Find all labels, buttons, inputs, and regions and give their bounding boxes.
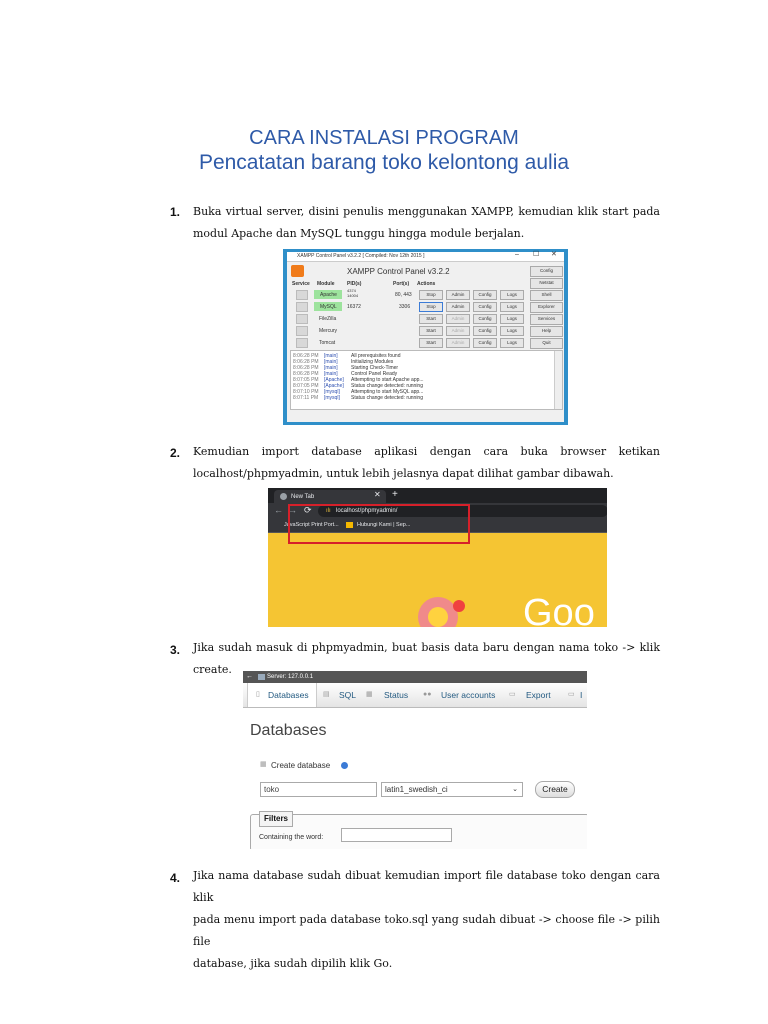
- xampp-window: [287, 252, 564, 422]
- services-button[interactable]: Services: [530, 314, 563, 325]
- log-source: [Apache]: [324, 383, 344, 389]
- col-port: Port(s): [393, 281, 410, 287]
- tab-close-icon[interactable]: ✕: [374, 490, 381, 499]
- log-time: 8:06:28 PM: [293, 359, 319, 365]
- col-pid: PID(s): [347, 281, 362, 287]
- module-name: Mercury: [319, 328, 338, 334]
- new-tab-icon[interactable]: +: [392, 489, 398, 500]
- log-message: All prerequisites found: [351, 353, 401, 359]
- tab-title: New Tab: [291, 494, 315, 500]
- stop-button[interactable]: Stop: [419, 290, 443, 300]
- shell-button[interactable]: Shell: [530, 290, 563, 301]
- service-checkbox[interactable]: [296, 314, 308, 324]
- log-source: [mysql]: [324, 395, 340, 401]
- xampp-window-title: XAMPP Control Panel v3.2.2 [ Compiled: Nov 12th 2015 ]: [297, 253, 425, 259]
- logs-button[interactable]: Logs: [500, 290, 524, 300]
- module-pid: 4374 14004: [347, 288, 359, 298]
- doodle-petal: [453, 600, 465, 612]
- maximize-icon[interactable]: ☐: [533, 251, 540, 258]
- config-button[interactable]: Config: [473, 302, 497, 312]
- logs-button[interactable]: Logs: [500, 314, 524, 324]
- module-name: Apache: [320, 292, 337, 298]
- address-text[interactable]: localhost/phpmyadmin/: [336, 508, 398, 514]
- help-icon[interactable]: [341, 762, 348, 769]
- highlight-box: [288, 504, 470, 544]
- log-time: 8:07:11 PM: [293, 395, 319, 401]
- config-button[interactable]: Config: [473, 290, 497, 300]
- browser-tabstrip: [268, 488, 607, 503]
- forward-icon[interactable]: →: [288, 505, 297, 515]
- back-arrow-icon[interactable]: ←: [246, 673, 253, 680]
- create-db-icon: ▦: [260, 761, 267, 768]
- pma-heading: Databases: [250, 722, 327, 739]
- log-time: 8:06:28 PM: [293, 365, 319, 371]
- xampp-screenshot: [283, 249, 568, 425]
- export-icon: ▭: [509, 691, 516, 698]
- server-label: Server: 127.0.0.1: [267, 674, 314, 680]
- tab-status[interactable]: [366, 683, 416, 707]
- step-line: localhost/phpmyadmin, untuk lebih jelasnya dapat dilihat gambar dibawah.: [193, 467, 614, 480]
- service-checkbox[interactable]: [296, 326, 308, 336]
- log-time: 8:07:10 PM: [293, 389, 319, 395]
- db-name-input[interactable]: toko: [260, 782, 377, 797]
- service-checkbox[interactable]: [296, 290, 308, 300]
- back-icon[interactable]: ←: [274, 505, 283, 515]
- tab-label: Export: [526, 690, 551, 700]
- filters-panel: [250, 814, 587, 849]
- module-port: 3306: [399, 304, 411, 310]
- config-button[interactable]: Config: [473, 338, 497, 348]
- containing-label: Containing the word:: [259, 834, 324, 841]
- explorer-button[interactable]: Explorer: [530, 302, 563, 313]
- log-time: 8:07:05 PM: [293, 383, 319, 389]
- xampp-heading: XAMPP Control Panel v3.2.2: [347, 267, 450, 276]
- col-actions: Actions: [417, 281, 436, 287]
- database-icon: ▯: [256, 691, 260, 698]
- netstat-button[interactable]: Netstat: [530, 278, 563, 289]
- step-line: database, jika sudah dipilih klik Go.: [193, 957, 393, 970]
- log-message: Starting Check-Timer: [351, 365, 399, 371]
- import-icon: ▭: [568, 691, 575, 698]
- log-message: Status change detected: running: [351, 383, 423, 389]
- side-config-button[interactable]: Config: [530, 266, 563, 277]
- log-time: 8:07:05 PM: [293, 377, 319, 383]
- log-source: [main]: [324, 371, 338, 377]
- start-button[interactable]: Start: [419, 338, 443, 348]
- module-name: Tomcat: [319, 340, 336, 346]
- google-logo: Goo: [523, 592, 595, 627]
- collation-value: latin1_swedish_ci: [385, 785, 448, 794]
- logs-button[interactable]: Logs: [500, 338, 524, 348]
- col-module: Module: [317, 281, 335, 287]
- service-checkbox[interactable]: [296, 302, 308, 312]
- log-time: 8:06:28 PM: [293, 371, 319, 377]
- tab-sql[interactable]: [323, 683, 363, 707]
- minimize-icon[interactable]: –: [515, 251, 519, 258]
- status-icon: ▦: [366, 691, 373, 698]
- module-name: FileZilla: [319, 316, 337, 322]
- filters-label: Filters: [259, 811, 293, 827]
- tab-favicon-icon: [280, 493, 287, 500]
- browser-screenshot: [268, 488, 607, 627]
- log-source: [main]: [324, 353, 338, 359]
- step-line: Jika sudah masuk di phpmyadmin, buat basis data baru dengan nama toko -> klik create.: [193, 641, 660, 676]
- pma-server-bar: [243, 671, 587, 683]
- tab-label: User accounts: [441, 690, 496, 700]
- site-icon: ılı: [326, 508, 331, 514]
- tab-label: I: [580, 690, 583, 700]
- create-button[interactable]: Create: [535, 781, 575, 798]
- tab-export[interactable]: [509, 683, 557, 707]
- step-number: 1.: [170, 205, 181, 219]
- step-text: [193, 865, 660, 975]
- step-number: 3.: [170, 643, 181, 657]
- bookmark-link[interactable]: JavaScript Print Port...: [284, 522, 339, 528]
- log-panel[interactable]: [290, 350, 563, 410]
- log-scrollbar[interactable]: [554, 351, 562, 409]
- log-message: Attempting to start Apache app...: [351, 377, 424, 383]
- doodle-flower-center: [428, 607, 448, 627]
- reload-icon[interactable]: ⟳: [304, 505, 312, 515]
- quit-button[interactable]: Quit: [530, 338, 563, 349]
- step-text: [193, 441, 660, 485]
- log-source: [main]: [324, 365, 338, 371]
- stop-button[interactable]: Stop: [419, 302, 443, 312]
- sql-icon: ▤: [323, 691, 330, 698]
- step-line: pada menu import pada database toko.sql yang sudah dibuat -> choose file -> pilih file: [193, 913, 660, 948]
- admin-button[interactable]: Admin: [446, 326, 470, 336]
- log-message: Status change detected: running: [351, 395, 423, 401]
- admin-button[interactable]: Admin: [446, 338, 470, 348]
- close-icon[interactable]: ✕: [551, 251, 557, 258]
- phpmyadmin-screenshot: [243, 671, 587, 849]
- logs-button[interactable]: Logs: [500, 326, 524, 336]
- step-line: Buka virtual server, disini penulis menggunakan XAMPP, kemudian klik start pada: [193, 205, 660, 218]
- config-button[interactable]: Config: [473, 314, 497, 324]
- step-text: [193, 201, 660, 245]
- log-time: 8:06:28 PM: [293, 353, 319, 359]
- log-message: Attempting to start MySQL app...: [351, 389, 424, 395]
- module-port: 80, 443: [395, 292, 412, 298]
- log-source: [mysql]: [324, 389, 340, 395]
- tab-databases[interactable]: [247, 683, 317, 707]
- browser-tab[interactable]: [274, 490, 386, 503]
- create-db-label: Create database: [271, 761, 331, 770]
- xampp-logo-icon: [291, 265, 304, 277]
- pma-tabs: [243, 683, 587, 708]
- log-message: Control Panel Ready: [351, 371, 398, 377]
- log-source: [main]: [324, 359, 338, 365]
- page-title: CARA INSTALASI PROGRAM: [249, 127, 519, 149]
- admin-button[interactable]: Admin: [446, 290, 470, 300]
- module-name: MySQL: [320, 304, 337, 310]
- help-button[interactable]: Help: [530, 326, 563, 337]
- tab-import[interactable]: [568, 683, 587, 707]
- service-checkbox[interactable]: [296, 338, 308, 348]
- xampp-titlebar: [287, 252, 564, 262]
- admin-button[interactable]: Admin: [446, 314, 470, 324]
- admin-button[interactable]: Admin: [446, 302, 470, 312]
- config-button[interactable]: Config: [473, 326, 497, 336]
- step-line: Jika nama database sudah dibuat kemudian import file database toko dengan cara klik: [193, 869, 660, 904]
- log-source: [Apache]: [324, 377, 344, 383]
- col-service: Service: [292, 281, 310, 287]
- users-icon: ●●: [423, 691, 432, 698]
- logs-button[interactable]: Logs: [500, 302, 524, 312]
- log-message: Initializing Modules: [351, 359, 394, 365]
- tab-label: Databases: [268, 690, 309, 700]
- step-line: modul Apache dan MySQL tunggu hingga module berjalan.: [193, 227, 525, 240]
- server-icon: [258, 674, 265, 680]
- step-number: 4.: [170, 871, 181, 885]
- step-line: Kemudian import database aplikasi dengan cara buka browser ketikan: [193, 445, 660, 458]
- step-number: 2.: [170, 446, 181, 460]
- tab-label: Status: [384, 690, 409, 700]
- start-button[interactable]: Start: [419, 326, 443, 336]
- bookmark-link[interactable]: Hubungi Kami | Sep...: [357, 522, 411, 528]
- filter-input[interactable]: [341, 828, 452, 842]
- tab-label: SQL: [339, 690, 357, 700]
- tab-user-accounts[interactable]: [423, 683, 503, 707]
- collation-select[interactable]: [381, 782, 523, 797]
- start-button[interactable]: Start: [419, 314, 443, 324]
- chevron-down-icon: ⌄: [512, 786, 518, 793]
- page-subtitle: Pencatatan barang toko kelontong aulia: [198, 151, 570, 174]
- module-pid: 16372: [347, 304, 361, 310]
